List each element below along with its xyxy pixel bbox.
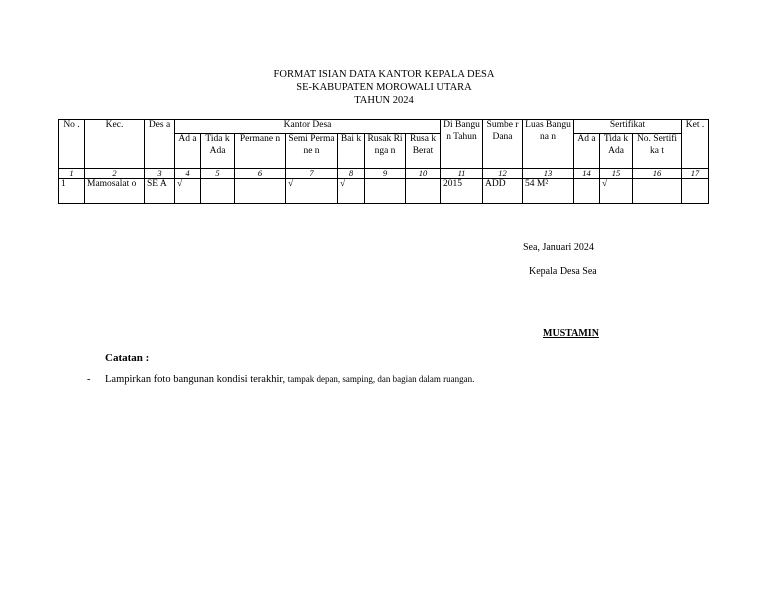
header-sertifikat-ada: Ad a [574, 134, 600, 169]
notes-label: Catatan : [105, 352, 150, 364]
column-number: 8 [338, 169, 365, 179]
column-number: 7 [286, 169, 338, 179]
cell-permanen [235, 179, 286, 204]
column-number: 16 [633, 169, 682, 179]
document-year: TAHUN 2024 [354, 95, 414, 106]
cell-ada: √ [175, 179, 201, 204]
header-di-bangun-tahun: Di Bangu n Tahun [441, 120, 483, 169]
header-kec: Kec. [85, 120, 145, 169]
header-kantor-desa: Kantor Desa [175, 120, 441, 134]
column-number: 14 [574, 169, 600, 179]
column-number: 3 [145, 169, 175, 179]
cell-ket [682, 179, 709, 204]
cell-rusak-berat [406, 179, 441, 204]
header-semi-permanen: Semi Permane n [286, 134, 338, 169]
header-ada: Ad a [175, 134, 201, 169]
header-rusak-berat: Rusa k Berat [406, 134, 441, 169]
signature-name: MUSTAMIN [543, 328, 599, 339]
column-number: 9 [365, 169, 406, 179]
column-number: 2 [85, 169, 145, 179]
cell-tidak-ada [201, 179, 235, 204]
cell-desa: SE A [145, 179, 175, 204]
notes-text [105, 373, 474, 386]
column-number: 12 [483, 169, 523, 179]
header-baik: Bai k [338, 134, 365, 169]
document-title: FORMAT ISIAN DATA KANTOR KEPALA DESA [273, 69, 495, 80]
signature-role: Kepala Desa Sea [529, 266, 597, 277]
header-desa: Des a [145, 120, 175, 169]
notes-text-main: Lampirkan foto bangunan kondisi terakhir, [105, 374, 288, 385]
notes-text-small: tampak depan, samping, dan bagian dalam ruangan. [287, 374, 475, 384]
column-number: 1 [59, 169, 85, 179]
header-sertifikat-tidak-ada: Tida k Ada [600, 134, 633, 169]
header-ket: Ket . [682, 120, 709, 169]
signature-place-date: Sea, Januari 2024 [523, 242, 594, 253]
table-row [59, 179, 709, 204]
cell-baik: √ [338, 179, 365, 204]
header-sumber-dana: Sumbe r Dana [483, 120, 523, 169]
cell-luas: 54 M² [523, 179, 574, 204]
cell-tahun: 2015 [441, 179, 483, 204]
column-number: 5 [201, 169, 235, 179]
column-number: 11 [441, 169, 483, 179]
data-table [58, 119, 709, 204]
notes-bullet: - [87, 374, 91, 385]
header-no: No . [59, 120, 85, 169]
cell-semi-permanen: √ [286, 179, 338, 204]
column-number: 6 [235, 169, 286, 179]
cell-rusak-ringan [365, 179, 406, 204]
cell-sertifikat-ada [574, 179, 600, 204]
document-subtitle: SE-KABUPATEN MOROWALI UTARA [296, 82, 472, 93]
cell-no: 1 [59, 179, 85, 204]
column-number: 13 [523, 169, 574, 179]
header-no-sertifikat: No. Sertifika t [633, 134, 682, 169]
header-permanen: Permane n [235, 134, 286, 169]
header-luas-bangunan: Luas Banguna n [523, 120, 574, 169]
header-tidak-ada: Tida k Ada [201, 134, 235, 169]
column-number: 17 [682, 169, 709, 179]
header-rusak-ringan: Rusak Ringa n [365, 134, 406, 169]
column-number: 4 [175, 169, 201, 179]
cell-kec: Mamosalat o [85, 179, 145, 204]
cell-sertifikat-tidak-ada: √ [600, 179, 633, 204]
header-sertifikat: Sertifikat [574, 120, 682, 134]
cell-no-sertifikat [633, 179, 682, 204]
column-number: 10 [406, 169, 441, 179]
column-number: 15 [600, 169, 633, 179]
cell-sumber-dana: ADD [483, 179, 523, 204]
